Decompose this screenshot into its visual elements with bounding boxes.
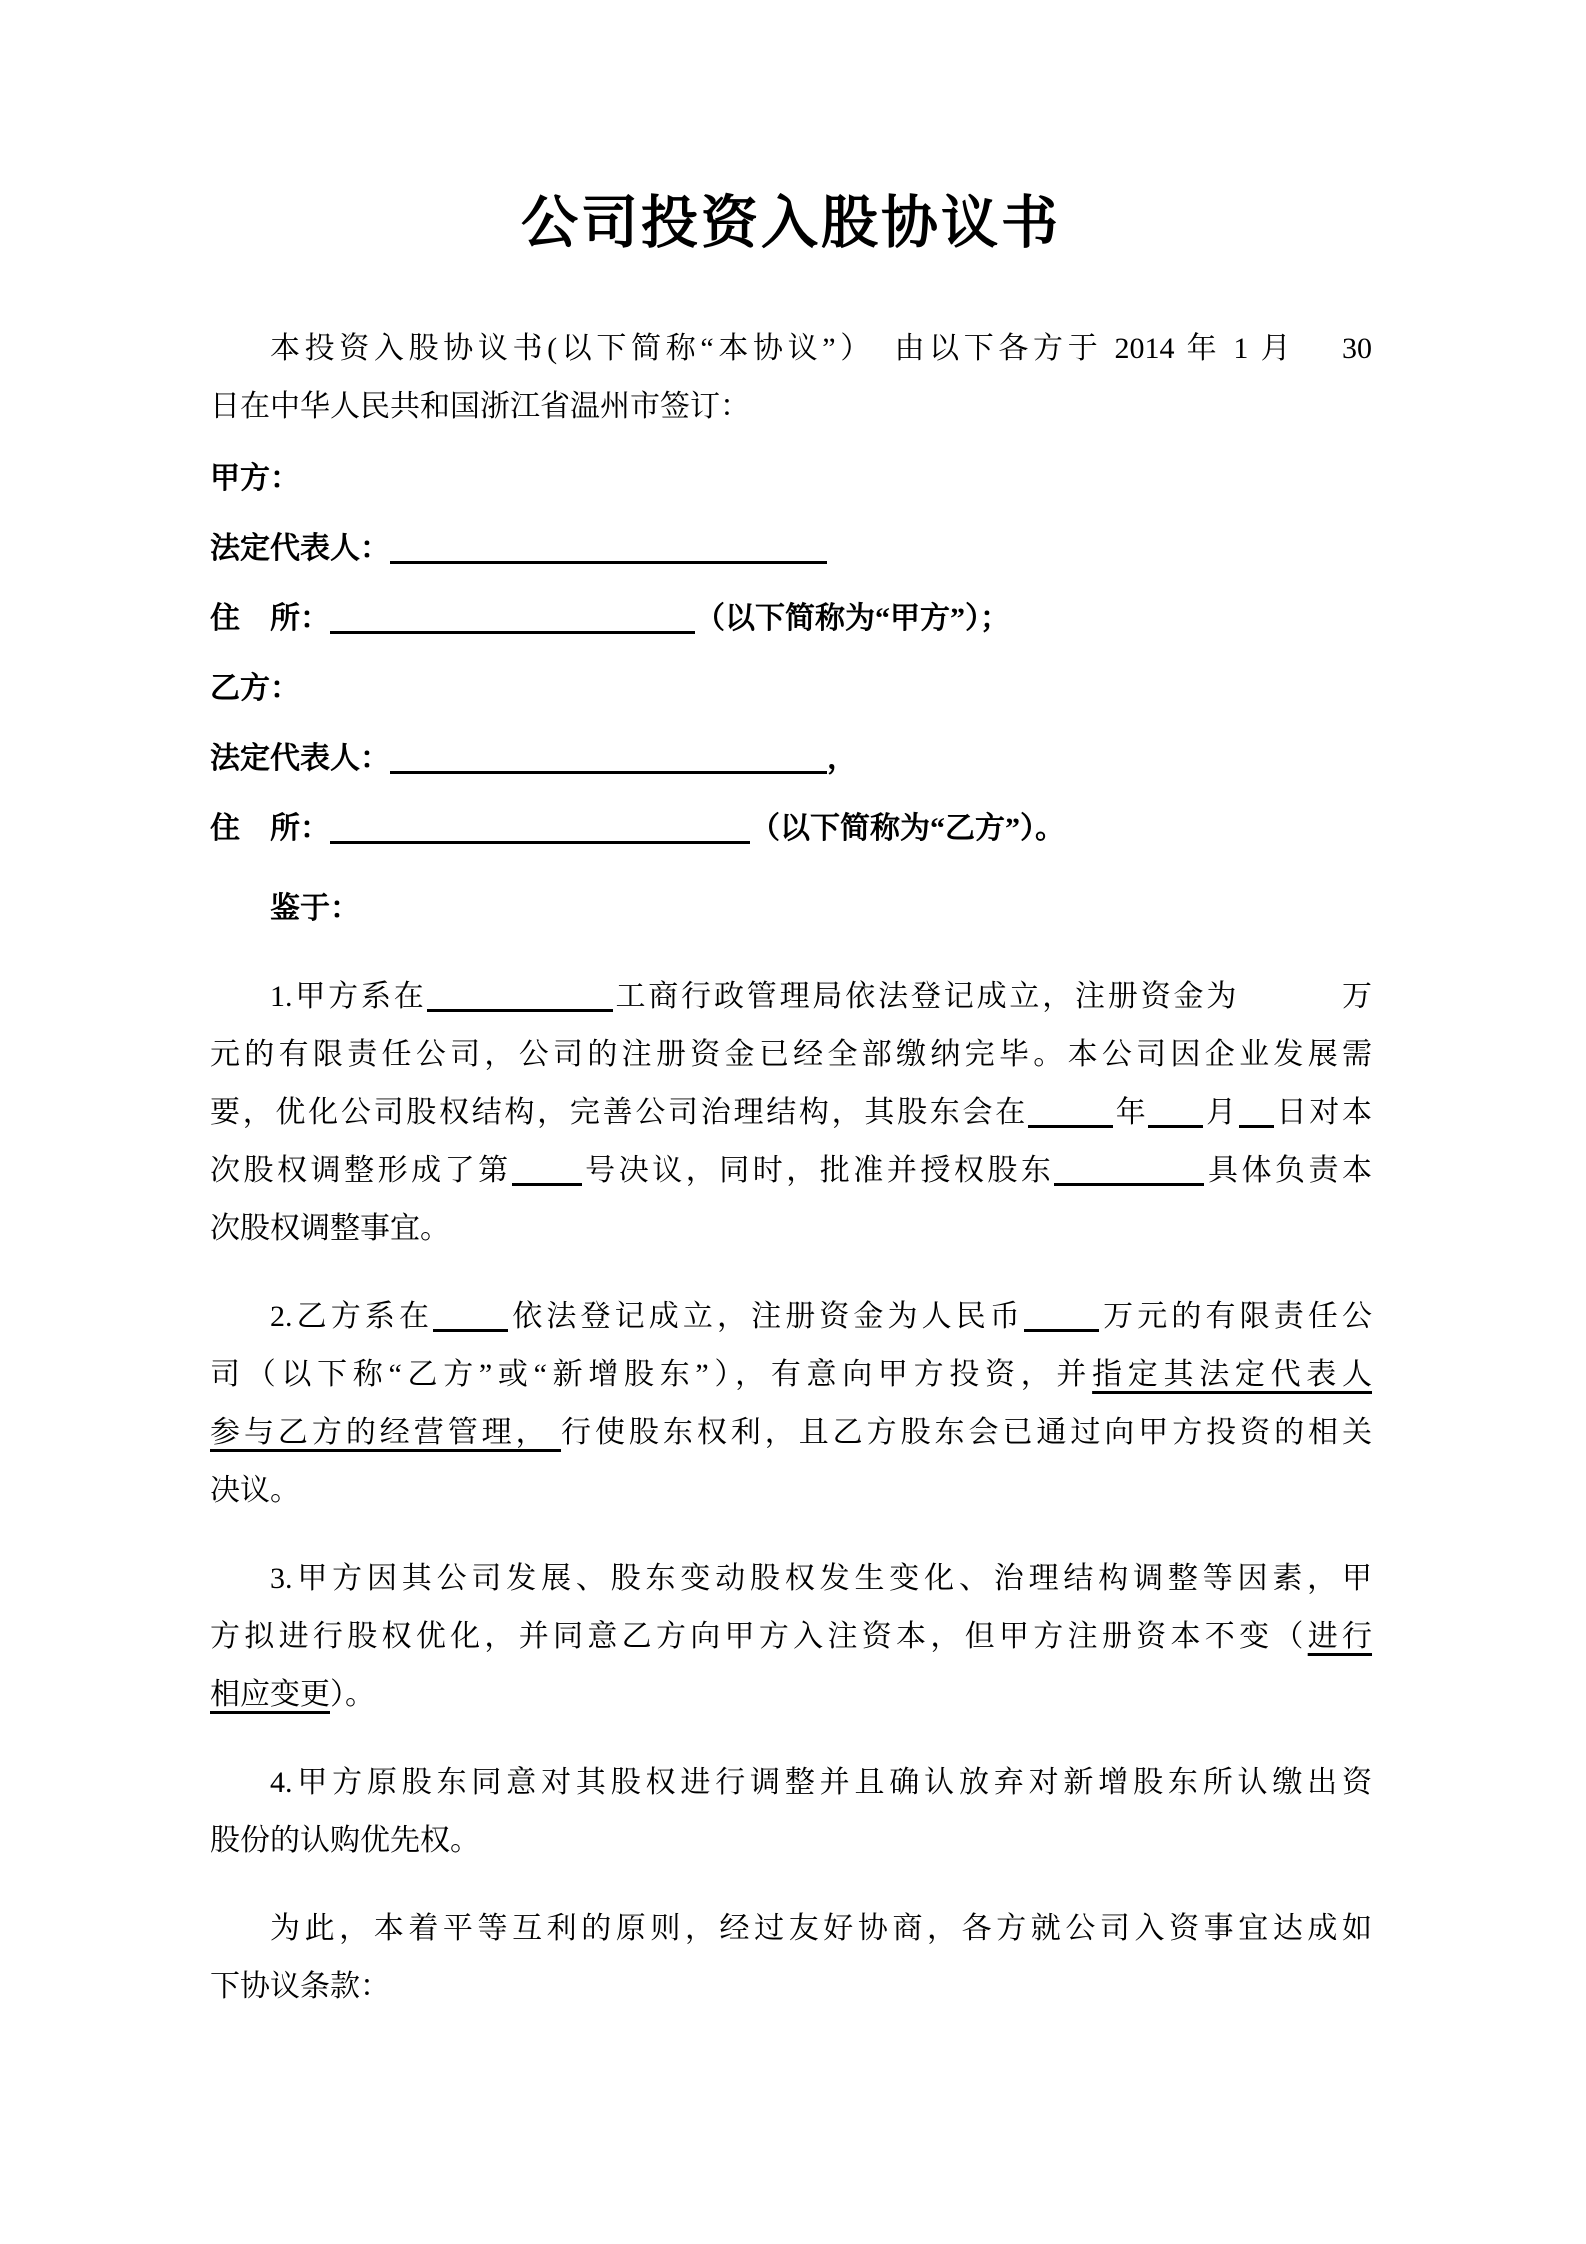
closing-paragraph xyxy=(210,1900,1372,2016)
text-line: 1.甲方系在 工商行政管理局依法登记成立，注册资金为 万 xyxy=(270,980,1373,1013)
fill-in-blank-underline xyxy=(1054,1169,1204,1186)
recital-1 xyxy=(210,968,1372,1258)
text-line: 法定代表人： ， xyxy=(210,742,857,775)
text-line: 元的有限责任公司，公司的注册资金已经全部缴纳完毕。本公司因企业发展需 xyxy=(210,1038,1372,1071)
text-line: 3.甲方因其公司发展、股东变动股权发生变化、治理结构调整等因素，甲 xyxy=(270,1562,1372,1595)
party-b-representative-field xyxy=(210,724,1372,794)
fill-in-blank-underline xyxy=(330,617,695,634)
text-line: 4.甲方原股东同意对其股权进行调整并且确认放弃对新增股东所认缴出资 xyxy=(270,1766,1372,1799)
text-line: 法定代表人： xyxy=(210,514,1372,584)
text-line: 日在中华人民共和国浙江省温州市签订： xyxy=(210,390,750,423)
recital-2 xyxy=(210,1288,1372,1520)
document-body xyxy=(210,320,1372,2016)
text-line: 司（以下称“乙方”或“新增股东”），有意向甲方投资，并指定其法定代表人 xyxy=(210,1358,1372,1391)
text-line: 方拟进行股权优化，并同意乙方向甲方入注资本，但甲方注册资本不变（进行 xyxy=(210,1620,1373,1653)
party-a-address-field xyxy=(210,584,1372,654)
underlined-text: 参与乙方的经营管理， xyxy=(210,1416,562,1449)
document-title: 公司投资入股协议书 xyxy=(521,192,1061,255)
text-line: 决议。 xyxy=(210,1474,300,1507)
blank-gap xyxy=(1239,1005,1339,1006)
fill-in-blank-underline xyxy=(1148,1111,1203,1128)
text-line: 为此，本着平等互利的原则，经过友好协商，各方就公司入资事宜达成如 xyxy=(270,1912,1372,1945)
text-line: 相应变更）。 xyxy=(210,1678,375,1711)
fill-in-blank-underline xyxy=(390,757,827,774)
fill-in-blank-underline xyxy=(1028,1111,1113,1128)
fill-in-blank-underline xyxy=(427,995,613,1012)
text-line: 鉴于： xyxy=(270,892,360,925)
whereas-label xyxy=(210,880,1372,938)
fill-in-blank-underline xyxy=(1024,1315,1099,1332)
fill-in-blank-underline xyxy=(512,1169,582,1186)
underlined-text: 相应变更 xyxy=(210,1678,330,1711)
fill-in-blank-underline xyxy=(390,547,827,564)
fill-in-blank-underline xyxy=(433,1315,508,1332)
underlined-text: 指定其法定代表人 xyxy=(1092,1358,1372,1391)
text-line: 股份的认购优先权。 xyxy=(210,1824,480,1857)
party-b-address-field xyxy=(210,794,1372,864)
text-line: 参与乙方的经营管理， 行使股东权利，且乙方股东会已通过向甲方投资的相关 xyxy=(210,1416,1373,1449)
text-line: 住 所： （以下简称为“乙方”）。 xyxy=(210,812,1065,845)
text-line: 住 所： （以下简称为“甲方”）； xyxy=(210,602,1010,635)
text-line: 下协议条款： xyxy=(210,1970,390,2003)
text-line: 甲方： xyxy=(210,462,300,495)
text-line: 2.乙方系在 依法登记成立，注册资金为人民币 万元的有限责任公 xyxy=(270,1300,1373,1333)
text-line: 乙方： xyxy=(210,672,300,705)
recital-4 xyxy=(210,1754,1372,1870)
text-line: 本投资入股协议书(以下简称“本协议”） 由以下各方于 2014 年 1 月 30 xyxy=(270,332,1372,365)
intro-paragraph xyxy=(210,320,1372,436)
party-a-representative-field xyxy=(210,514,1372,584)
fill-in-blank-underline xyxy=(1239,1111,1274,1128)
text-line: 要，优化公司股权结构，完善公司治理结构，其股东会在 年 月 日对本 xyxy=(210,1096,1372,1129)
fill-in-blank-underline xyxy=(330,827,750,844)
party-b-label xyxy=(210,654,1372,724)
text-line: 次股权调整事宜。 xyxy=(210,1212,450,1245)
party-a-label xyxy=(210,444,1372,514)
underlined-text: 进行 xyxy=(1307,1620,1373,1653)
text-line: 次股权调整形成了第 号决议，同时，批准并授权股东 具体负责本 xyxy=(210,1154,1373,1187)
recital-3 xyxy=(210,1550,1372,1724)
